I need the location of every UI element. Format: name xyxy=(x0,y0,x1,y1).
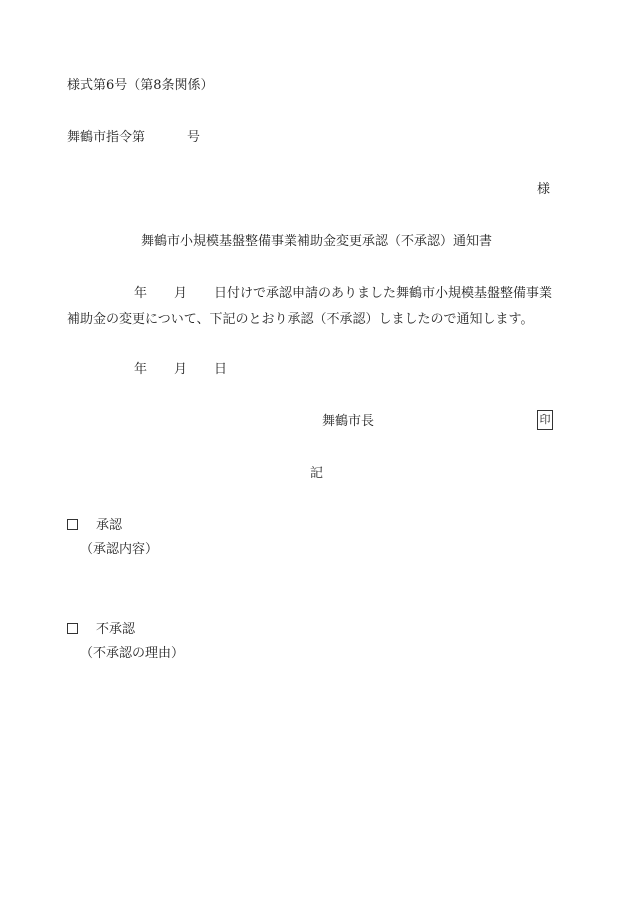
date-month: 月 xyxy=(174,362,188,377)
rejection-label: 不承認 xyxy=(96,622,136,637)
issue-date xyxy=(134,362,227,378)
approval-checkbox-icon xyxy=(67,519,78,530)
body-day-text: 日付けで承認申請のありました舞鶴市小規模基盤整備事業 xyxy=(214,286,553,301)
approval-label: 承認 xyxy=(96,518,123,533)
seal-stamp: 印 xyxy=(537,410,553,430)
document-title: 舞鶴市小規模基盤整備事業補助金変更承認（不承認）通知書 xyxy=(141,234,493,249)
form-number: 様式第6号（第8条関係） xyxy=(67,78,214,93)
body-year: 年 xyxy=(134,286,148,301)
notes-heading: 記 xyxy=(310,466,324,481)
rejection-detail: （不承認の理由） xyxy=(80,646,185,661)
body-line-1 xyxy=(134,286,552,302)
directive-prefix: 舞鶴市指令第 xyxy=(67,130,146,145)
directive-suffix: 号 xyxy=(187,130,201,145)
directive-number xyxy=(67,130,200,146)
addressee-suffix: 様 xyxy=(537,182,551,197)
date-year: 年 xyxy=(134,362,148,377)
approval-option xyxy=(67,518,122,534)
rejection-option xyxy=(67,622,135,638)
body-month: 月 xyxy=(174,286,188,301)
issuer-name: 舞鶴市長 xyxy=(322,414,375,429)
approval-detail: （承認内容） xyxy=(80,542,159,557)
rejection-checkbox-icon xyxy=(67,623,78,634)
date-day: 日 xyxy=(214,362,228,377)
body-line-2: 補助金の変更について、下記のとおり承認（不承認）しましたので通知します。 xyxy=(67,312,534,327)
